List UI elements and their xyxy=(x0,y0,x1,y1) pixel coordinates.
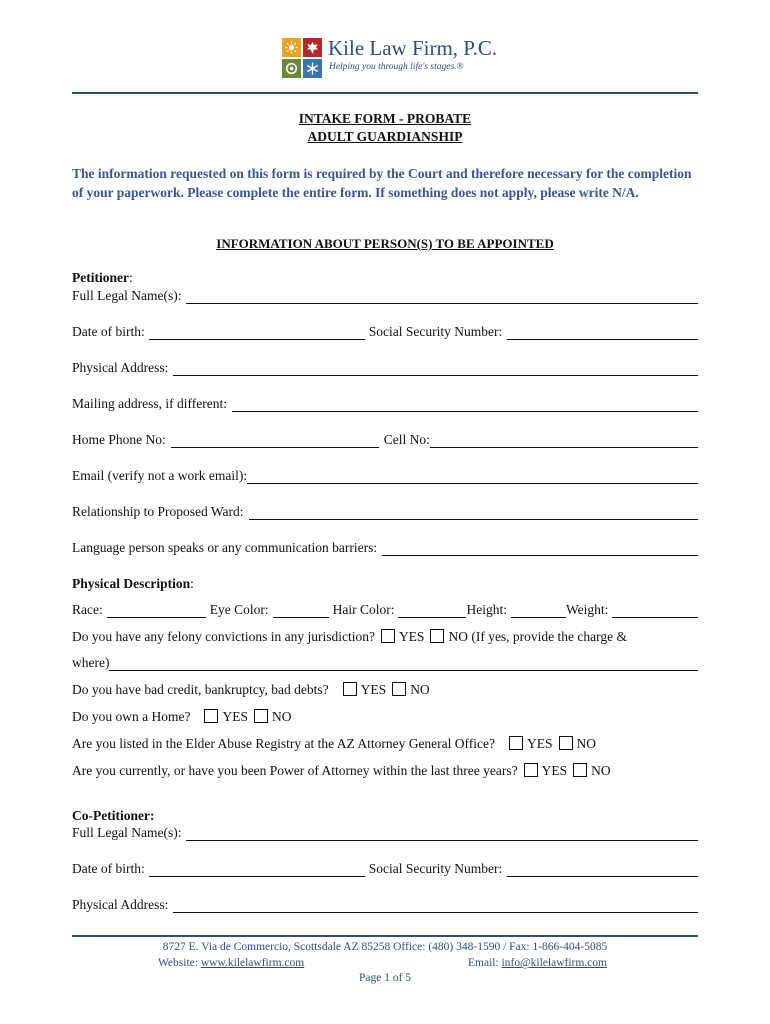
elder-row xyxy=(72,734,698,752)
physical-heading-row xyxy=(72,574,698,592)
petitioner-name-row xyxy=(72,286,698,304)
physical-row xyxy=(72,600,698,618)
firm-name: Kile Law Firm, P.C. xyxy=(328,36,498,60)
weight-label: Weight: xyxy=(565,602,609,617)
petitioner-colon: : xyxy=(128,270,133,285)
home-question: Do you own a Home? xyxy=(72,709,191,724)
copetitioner-address-row xyxy=(72,895,698,913)
credit-row xyxy=(72,680,698,698)
height-label: Height: xyxy=(466,602,507,617)
home-row xyxy=(72,707,698,725)
poa-yes-label: YES xyxy=(541,763,568,778)
home-no-label: NO xyxy=(272,709,292,724)
elder-yes-label: YES xyxy=(527,736,553,751)
footer-rule xyxy=(72,935,698,937)
email-row xyxy=(72,466,698,484)
full-name-field[interactable] xyxy=(186,289,698,304)
co-full-name-field[interactable] xyxy=(186,826,698,841)
petitioner-heading-row xyxy=(72,268,698,286)
ssn-field[interactable] xyxy=(507,325,698,340)
email-footer-label: Email: xyxy=(468,957,499,969)
petitioner-dob-row xyxy=(72,322,698,340)
height-field[interactable] xyxy=(511,603,566,618)
physical-address-row xyxy=(72,358,698,376)
elder-question: Are you listed in the Elder Abuse Registry at the AZ Attorney General Office? xyxy=(72,736,496,751)
co-physical-address-field[interactable] xyxy=(173,898,698,913)
language-label: Language person speaks or any communication barriers: xyxy=(72,540,378,555)
race-field[interactable] xyxy=(107,603,206,618)
copetitioner-dob-row xyxy=(72,859,698,877)
email-label: Email (verify not a work email): xyxy=(72,468,248,483)
home-no-checkbox[interactable] xyxy=(254,709,268,723)
mailing-address-row xyxy=(72,394,698,412)
physical-colon: : xyxy=(190,576,194,591)
elder-no-label: NO xyxy=(576,736,597,751)
footer-address: 8727 E. Via de Commercio, Scottsdale AZ 85258 Office: (480) 348-1590 / Fax: 1-866-404-5085 xyxy=(162,941,608,953)
phone-row xyxy=(72,430,698,448)
home-phone-field[interactable] xyxy=(171,433,379,448)
form-title: INTAKE FORM - PROBATE xyxy=(298,111,472,126)
leaf-icon xyxy=(303,38,322,57)
co-physical-address-label: Physical Address: xyxy=(72,897,169,912)
elder-yes-checkbox[interactable] xyxy=(509,736,523,750)
flower-icon xyxy=(282,59,301,78)
footer-email xyxy=(468,957,607,969)
felony-row xyxy=(72,627,698,645)
credit-no-label: NO xyxy=(410,682,430,697)
full-name-label: Full Legal Name(s): xyxy=(72,288,182,303)
petitioner-heading: Petitioner xyxy=(72,270,129,285)
elder-no-checkbox[interactable] xyxy=(559,736,573,750)
credit-yes-checkbox[interactable] xyxy=(343,682,357,696)
felony-question: Do you have any felony convictions in any jurisdiction? xyxy=(72,629,375,644)
credit-no-checkbox[interactable] xyxy=(392,682,406,696)
copetitioner-heading: Co-Petitioner: xyxy=(72,808,155,823)
race-label: Race: xyxy=(72,602,103,617)
credit-yes-label: YES xyxy=(360,682,387,697)
physical-address-field[interactable] xyxy=(173,361,698,376)
ssn-label: Social Security Number: xyxy=(368,324,503,339)
felony-yes-checkbox[interactable] xyxy=(381,629,395,643)
intro-text: The information requested on this form is required by the Court and therefore necessary for the completion of your paperwork. Please complete the entire form. If something does not apply, please write N/A. xyxy=(72,166,692,200)
website-label: Website: xyxy=(158,957,198,969)
hair-color-field[interactable] xyxy=(398,603,466,618)
copetitioner-heading-row xyxy=(72,806,698,824)
home-yes-checkbox[interactable] xyxy=(204,709,218,723)
relationship-label: Relationship to Proposed Ward: xyxy=(72,504,244,519)
eye-color-field[interactable] xyxy=(273,603,329,618)
poa-row xyxy=(72,761,698,779)
website-link[interactable]: www.kilelawfirm.com xyxy=(200,957,305,969)
eye-color-label: Eye Color: xyxy=(209,602,269,617)
mailing-address-label: Mailing address, if different: xyxy=(72,396,227,411)
firm-tagline: Helping you through life's stages.® xyxy=(329,62,464,72)
co-full-name-label: Full Legal Name(s): xyxy=(72,825,182,840)
poa-no-label: NO xyxy=(591,763,611,778)
co-dob-field[interactable] xyxy=(149,862,365,877)
cell-field[interactable] xyxy=(430,433,698,448)
page-number: Page 1 of 5 xyxy=(358,972,412,984)
poa-no-checkbox[interactable] xyxy=(573,763,587,777)
footer-website xyxy=(158,957,304,969)
sun-icon xyxy=(282,38,301,57)
physical-heading: Physical Description xyxy=(72,576,191,591)
email-link[interactable]: info@kilelawfirm.com xyxy=(501,957,607,969)
language-field[interactable] xyxy=(382,541,698,556)
header-rule xyxy=(72,92,698,94)
felony-no-label: NO (If yes, provide the charge & xyxy=(448,629,628,644)
felony-where-row xyxy=(72,653,698,671)
poa-question: Are you currently, or have you been Power of Attorney within the last three years? xyxy=(72,763,518,778)
where-label: where) xyxy=(72,655,110,670)
physical-address-label: Physical Address: xyxy=(72,360,169,375)
co-dob-label: Date of birth: xyxy=(72,861,145,876)
firm-logo xyxy=(282,36,498,78)
weight-field[interactable] xyxy=(612,603,698,618)
relationship-field[interactable] xyxy=(249,505,698,520)
felony-where-field[interactable] xyxy=(109,656,698,671)
felony-yes-label: YES xyxy=(398,629,425,644)
home-phone-label: Home Phone No: xyxy=(72,432,166,447)
cell-label: Cell No: xyxy=(383,432,430,447)
snowflake-icon xyxy=(303,59,322,78)
dob-field[interactable] xyxy=(149,325,365,340)
email-field[interactable] xyxy=(247,469,698,484)
felony-no-checkbox[interactable] xyxy=(430,629,444,643)
section-heading: INFORMATION ABOUT PERSON(S) TO BE APPOINTED xyxy=(216,236,554,251)
language-row xyxy=(72,538,698,556)
home-yes-label: YES xyxy=(222,709,248,724)
relationship-row xyxy=(72,502,698,520)
poa-yes-checkbox[interactable] xyxy=(524,763,538,777)
dob-label: Date of birth: xyxy=(72,324,145,339)
hair-color-label: Hair Color: xyxy=(332,602,395,617)
credit-question: Do you have bad credit, bankruptcy, bad debts? xyxy=(72,682,329,697)
form-subtitle: ADULT GUARDIANSHIP xyxy=(307,129,463,144)
copetitioner-name-row xyxy=(72,823,698,841)
co-ssn-label: Social Security Number: xyxy=(368,861,503,876)
logo-emblem xyxy=(282,38,322,78)
mailing-address-field[interactable] xyxy=(232,397,698,412)
co-ssn-field[interactable] xyxy=(507,862,698,877)
